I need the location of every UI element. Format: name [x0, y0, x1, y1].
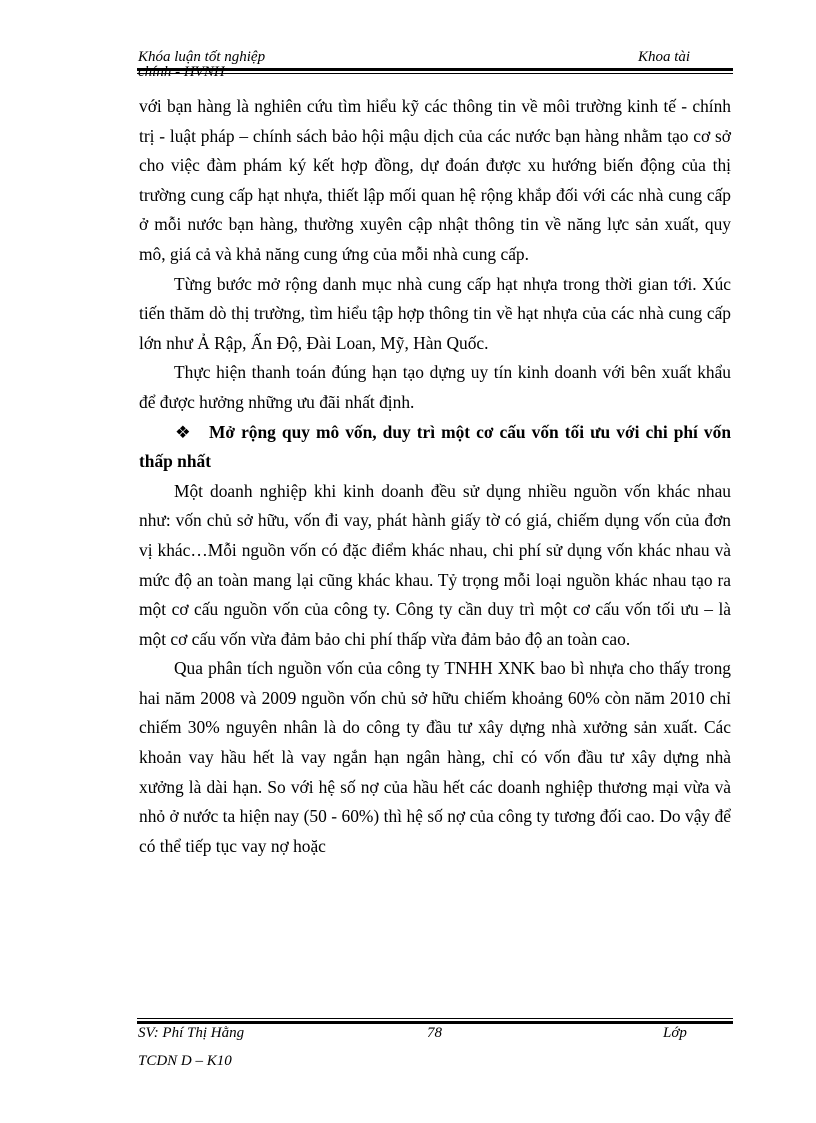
paragraph-4: Một doanh nghiệp khi kinh doanh đều sử dụng nhiều nguồn vốn khác nhau như: vốn chủ sở hữu, vốn đi vay, phát hành giấy tờ có giá, chiếm dụng vốn của đơn vị khác…Mỗi nguồn vốn có đặc điểm khác nhau, chi phí sử dụng vốn khác nhau và mức độ an toàn mang lại cũng khác khau. Tỷ trọng mỗi loại nguồn khác nhau tạo ra một cơ cấu nguồn vốn của công ty. Công ty cần duy trì một cơ cấu vốn tối ưu – là một cơ cấu vốn vừa đảm bảo chi phí thấp vừa đảm bảo độ an toàn cao.	[139, 480, 731, 649]
header-continuation: chính - HVNH	[138, 65, 225, 76]
body-text	[139, 92, 731, 861]
footer-page-number: 78	[427, 1025, 442, 1041]
section-heading-text: Mở rộng quy mô vốn, duy trì một cơ cấu vốn tối ưu với chi phí vốn thấp nhất	[139, 421, 731, 472]
header-right: Khoa tài	[638, 49, 691, 65]
paragraph-3: Thực hiện thanh toán đúng hạn tạo dựng uy tín kinh doanh với bên xuất khẩu để được hưởng những ưu đãi nhất định.	[139, 362, 731, 412]
bullet-diamond-icon: ❖	[175, 421, 191, 442]
paragraph-5: Qua phân tích nguồn vốn của công ty TNHH XNK bao bì nhựa cho thấy trong hai năm 2008 và 2009 nguồn vốn chủ sở hữu chiếm khoảng 60% còn năm 2010 chỉ chiếm 30% nguyên nhân là do công ty đầu tư xây dựng nhà xưởng sản xuất. Các khoản vay hầu hết là vay ngắn hạn ngân hàng, chỉ có vốn đầu tư xây dựng nhà xưởng là dài hạn. So với hệ số nợ của hầu hết các doanh nghiệp thương mại vừa và nhỏ ở nước ta hiện nay (50 - 60%) thì hệ số nợ của công ty tương đối cao. Do vậy để có thể tiếp tục vay nợ hoặc	[139, 658, 731, 856]
paragraph-1: với bạn hàng là nghiên cứu tìm hiểu kỹ các thông tin về môi trường kinh tế - chính trị - luật pháp – chính sách bảo hội mậu dịch của các nước bạn hàng nhằm tạo cơ sở cho việc đàm phám ký kết hợp đồng, dự đoán được xu hướng biến động của thị trường cung cấp hạt nhựa, thiết lập mối quan hệ rộng khắp đối với các nhà cung cấp ở mỗi nước bạn hàng, thường xuyên cập nhật thông tin về năng lực sản xuất, quy mô, giá cả và khả năng cung ứng của mỗi nhà cung cấp.	[139, 96, 731, 264]
header-rule-thick	[137, 68, 733, 71]
header-rule-thin	[137, 73, 733, 74]
footer-rule-thick	[137, 1021, 733, 1024]
paragraph-2: Từng bước mở rộng danh mục nhà cung cấp hạt nhựa trong thời gian tới. Xúc tiến thăm dò thị trường, tìm hiểu tập hợp thông tin về hạt nhựa của các nhà cung cấp lớn như Ả Rập, Ấn Độ, Đài Loan, Mỹ, Hàn Quốc.	[139, 273, 731, 353]
header-left: Khóa luận tốt nghiệp	[138, 49, 266, 65]
section-heading	[139, 418, 731, 477]
footer-class-label: Lớp	[663, 1025, 687, 1041]
footer-rule-thin	[137, 1018, 733, 1019]
footer-class-value: TCDN D – K10	[138, 1053, 232, 1069]
footer-student: SV: Phí Thị Hằng	[138, 1025, 245, 1041]
